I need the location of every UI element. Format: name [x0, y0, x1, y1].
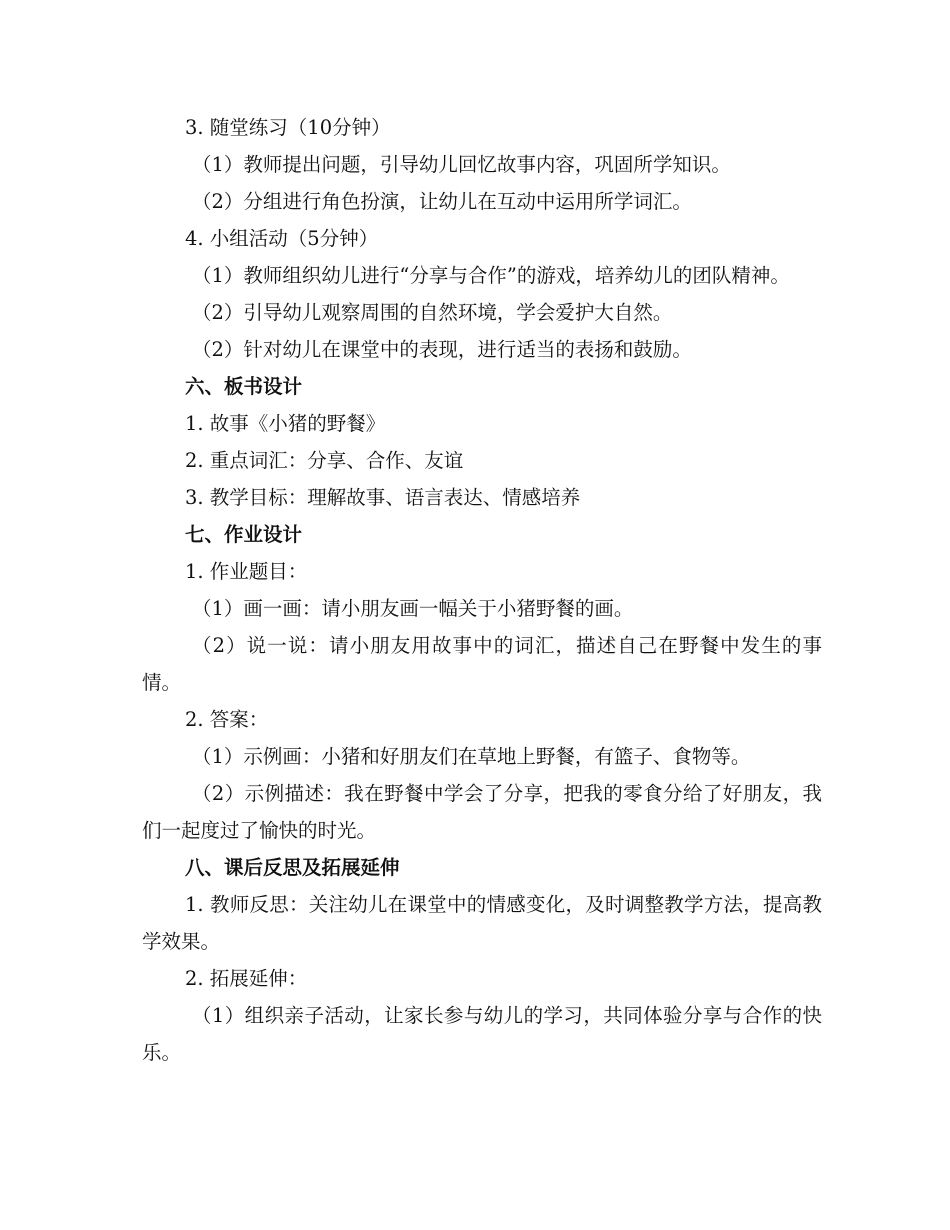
section-heading: 七、作业设计 [185, 523, 303, 546]
list-item: 1. 故事《小猪的野餐》 [185, 412, 386, 435]
list-item: （2）针对幼儿在课堂中的表现，进行适当的表扬和鼓励。 [192, 338, 692, 361]
list-item: 3. 教学目标：理解故事、语言表达、情感培养 [185, 486, 581, 509]
list-item: 3. 随堂练习（10分钟） [185, 116, 391, 139]
list-item: （2）分组进行角色扮演，让幼儿在互动中运用所学词汇。 [192, 190, 692, 213]
paragraph: （2）说一说：请小朋友用故事中的词汇，描述自己在野餐中发生的事情。 [142, 634, 822, 694]
list-item: 2. 拓展延伸： [185, 967, 308, 990]
paragraph: （1）组织亲子活动，让家长参与幼儿的学习，共同体验分享与合作的快乐。 [142, 1004, 822, 1064]
document-body [142, 109, 822, 1071]
section-heading: 八、课后反思及拓展延伸 [185, 856, 400, 879]
list-item: （1）画一画：请小朋友画一幅关于小猪野餐的画。 [192, 597, 634, 620]
list-item: 2. 重点词汇：分享、合作、友谊 [185, 449, 464, 472]
list-item: （1）示例画：小猪和好朋友们在草地上野餐，有篮子、食物等。 [192, 745, 751, 768]
section-heading: 六、板书设计 [185, 375, 303, 398]
paragraph: （2）示例描述：我在野餐中学会了分享，把我的零食分给了好朋友，我们一起度过了愉快的时光。 [142, 782, 822, 842]
list-item: 1. 作业题目： [185, 560, 308, 583]
list-item: （1）教师提出问题，引导幼儿回忆故事内容，巩固所学知识。 [192, 153, 731, 176]
list-item: 4. 小组活动（5分钟） [185, 227, 379, 250]
list-item: （2）引导幼儿观察周围的自然环境，学会爱护大自然。 [192, 301, 673, 324]
paragraph: 1. 教师反思：关注幼儿在课堂中的情感变化，及时调整教学方法，提高教学效果。 [142, 893, 822, 953]
list-item: 2. 答案： [185, 708, 269, 731]
paragraph: （1）教师组织幼儿进行“分享与合作”的游戏，培养幼儿的团队精神。 [192, 264, 790, 287]
